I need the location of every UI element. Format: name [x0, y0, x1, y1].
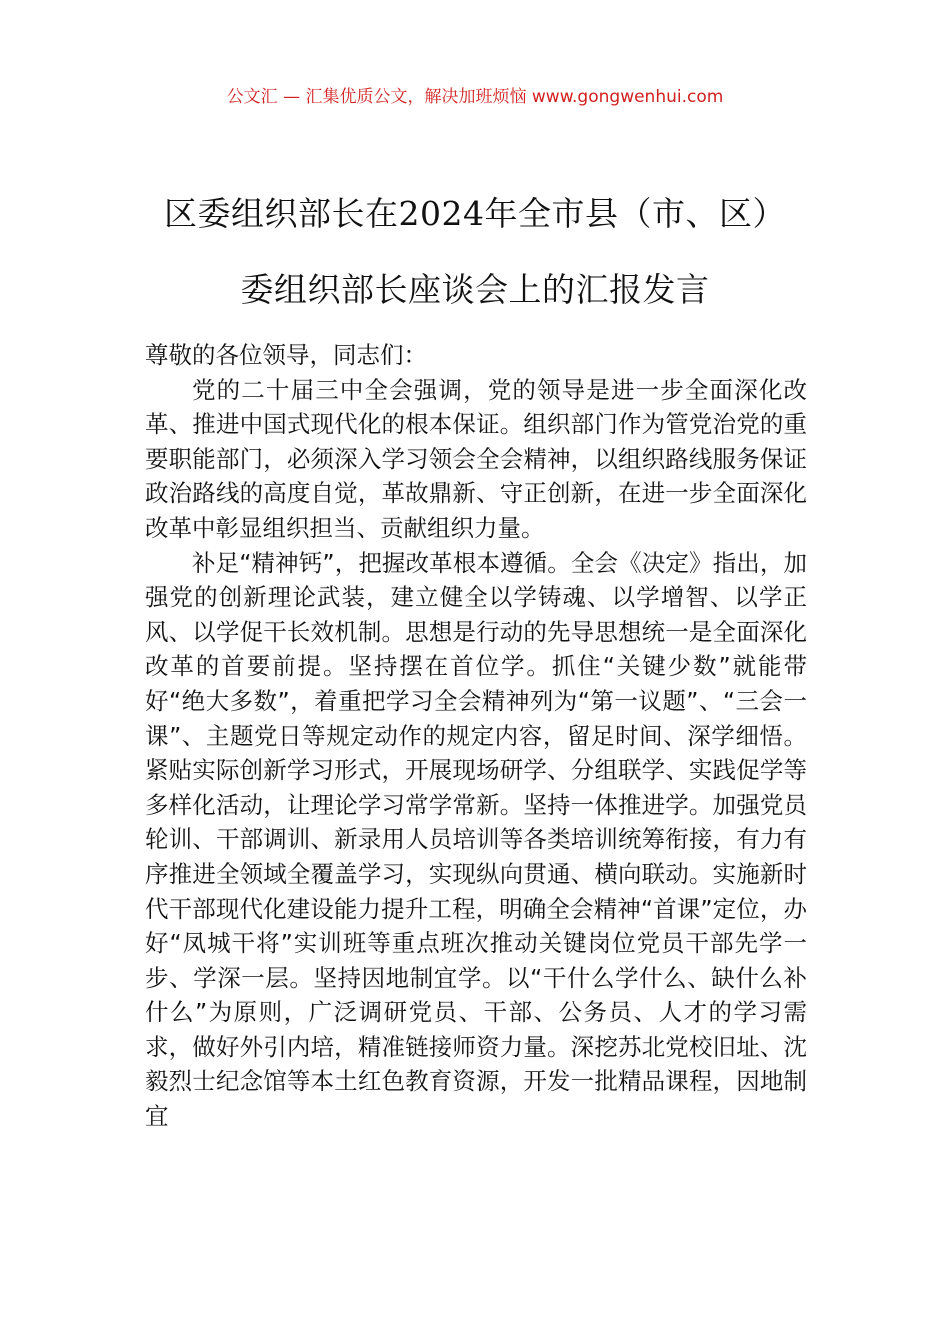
- document-title: [120, 176, 830, 328]
- paragraph: 补足“精神钙”，把握改革根本遵循。全会《决定》指出，加强党的创新理论武装，建立健全以学铸魂、以学增智、以学正风、以学促干长效机制。思想是行动的先导思想统一是全面深化改革的首要前提。坚持摆在首位学。抓住“关键少数”就能带好“绝大多数”，着重把学习全会精神列为“第一议题”、“三会一课”、主题党日等规定动作的规定内容，留足时间、深学细悟。紧贴实际创新学习形式，开展现场研学、分组联学、实践促学等多样化活动，让理论学习常学常新。坚持一体推进学。加强党员轮训、干部调训、新录用人员培训等各类培训统筹衔接，有力有序推进全领域全覆盖学习，实现纵向贯通、横向联动。实施新时代干部现代化建设能力提升工程，明确全会精神“首课”定位，办好“凤城干将”实训班等重点班次推动关键岗位党员干部先学一步、学深一层。坚持因地制宜学。以“干什么学什么、缺什么补什么”为原则，广泛调研党员、干部、公务员、人才的学习需求，做好外引内培，精准链接师资力量。深挖苏北党校旧址、沈毅烈士纪念馆等本土红色教育资源，开发一批精品课程，因地制宜: [145, 548, 807, 1131]
- title-line-1: 区委组织部长在2024年全市县（市、区）: [164, 194, 786, 233]
- paragraph: 党的二十届三中全会强调，党的领导是进一步全面深化改革、推进中国式现代化的根本保证。组织部门作为管党治党的重要职能部门，必须深入学习领会全会精神，以组织路线服务保证政治路线的高度自觉，革故鼎新、守正创新，在进一步全面深化改革中彰显组织担当、贡献组织力量。: [145, 375, 807, 542]
- site-banner: 公文汇 — 汇集优质公文，解决加班烦恼 www.gongwenhui.com: [226, 87, 724, 107]
- document-body: [145, 338, 807, 1134]
- title-line-2: 委组织部长座谈会上的汇报发言: [240, 270, 710, 309]
- salutation: 尊敬的各位领导，同志们：: [145, 341, 427, 369]
